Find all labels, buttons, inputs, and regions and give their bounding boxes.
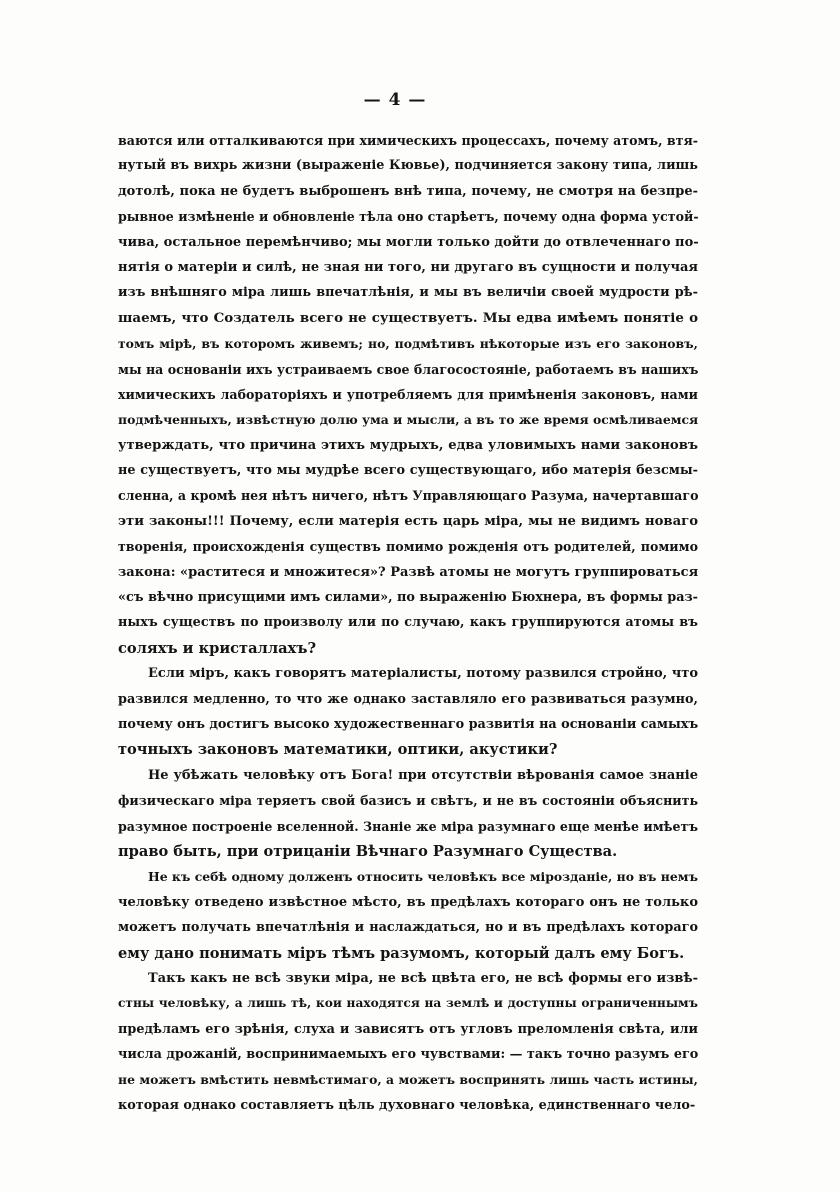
text-line: шаемъ, что Создатель всего не существуетъ. Мы едва имѣемъ понятіе о	[118, 309, 698, 326]
text-line: не можетъ вмѣстить невмѣстимаго, а можетъ воспринять лишь часть истины,	[118, 1072, 698, 1088]
text-line: Не убѣжать человѣку отъ Бога! при отсутствіи вѣрованія самое знаніе	[148, 767, 698, 783]
text-line: Не къ себѣ одному долженъ относить человѣкъ все мірозданіе, но въ немъ	[148, 869, 698, 885]
text-line: мы на основаніи ихъ устраиваемъ свое благосостояніе, работаемъ въ нашихъ	[118, 361, 699, 377]
text-line: числа дрожаній, воспринимаемыхъ его чувствами: — такъ точно разумъ его	[118, 1047, 699, 1063]
text-line: сленна, а кромѣ нея нѣтъ ничего, нѣтъ Управляющаго Разума, начертавшаго	[118, 488, 699, 504]
paragraph	[118, 966, 698, 1118]
text-line: изъ внѣшняго міра лишь впечатлѣнія, и мы въ величіи своей мудрости рѣ-	[118, 285, 698, 301]
paragraph	[118, 128, 698, 661]
text-line: не существуетъ, что мы мудрѣе всего существующаго, ибо матерія безсмы-	[118, 463, 698, 479]
text-line: утверждать, что причина этихъ мудрыхъ, едва уловимыхъ нами законовъ	[118, 437, 698, 453]
text-line: точныхъ законовъ математики, оптики, акустики?	[118, 741, 558, 759]
text-line: рывное измѣненіе и обновленіе тѣла оно старѣетъ, почему одна форма устой-	[118, 209, 699, 225]
text-line: физическаго міра теряетъ свой базисъ и свѣтъ, и не въ состояніи объяснить	[118, 793, 698, 809]
text-line: ныхъ существъ по произволу или по случаю, какъ группируются атомы въ	[118, 615, 698, 631]
text-line: томъ мірѣ, въ которомъ живемъ; но, подмѣтивъ нѣкоторые изъ его законовъ,	[118, 336, 698, 352]
paragraph	[118, 864, 698, 966]
paragraph	[118, 763, 698, 865]
text-line: разумное построеніе вселенной. Знаніе же міра разумнаго еще менѣе имѣетъ	[118, 818, 698, 834]
text-line: чива, остальное перемѣнчиво; мы могли только дойти до отвлеченнаго по-	[118, 234, 699, 250]
text-line: Такъ какъ не всѣ звуки міра, не всѣ цвѣта его, не всѣ формы его извѣ-	[148, 970, 698, 986]
text-line: ему дано понимать міръ тѣмъ разумомъ, который далъ ему Богъ.	[118, 944, 685, 962]
text-line: дотолѣ, пока не будетъ выброшенъ внѣ типа, почему, не смотря на безпре-	[118, 183, 698, 199]
text-line: творенія, происхожденія существъ помимо рожденія отъ родителей, помимо	[118, 539, 698, 555]
paragraph	[118, 661, 698, 763]
body-text	[118, 128, 698, 1118]
text-line: эти законы!!! Почему, если матерія есть царь міра, мы не видимъ новаго	[118, 513, 698, 529]
text-line: Если міръ, какъ говорятъ матеріалисты, потому развился стройно, что	[148, 666, 698, 682]
text-line: нятія о матеріи и силѣ, не зная ни того, ни другаго въ сущности и получая	[118, 259, 698, 275]
text-line: закона: «раститеся и множитеся»? Развѣ атомы не могутъ группироваться	[118, 564, 699, 580]
text-line: подмѣченныхъ, извѣстную долю ума и мысли, а въ то же время осмѣливаемся	[118, 412, 699, 428]
page-number: — 4 —	[363, 90, 427, 110]
text-line: почему онъ достигъ высоко художественнаго развитія на основаніи самыхъ	[118, 716, 699, 732]
text-line: ваются или отталкиваются при химическихъ процессахъ, почему атомъ, втя-	[118, 133, 698, 148]
text-line: «съ вѣчно присущими имъ силами», по выраженію Бюхнера, въ формы раз-	[118, 590, 698, 606]
text-line: стны человѣку, а лишь тѣ, кои находятся на землѣ и доступны ограниченнымъ	[118, 996, 698, 1011]
text-line: можетъ получать впечатлѣнія и наслаждаться, но и въ предѣлахъ котораго	[118, 920, 698, 936]
text-line: химическихъ лабораторіяхъ и употребляемъ для примѣненія законовъ, нами	[118, 386, 698, 402]
text-line: право быть, при отрицаніи Вѣчнаго Разумнаго Существа.	[118, 842, 618, 860]
text-line: предѣламъ его зрѣнія, слуха и зависятъ отъ угловъ преломленія свѣта, или	[118, 1021, 698, 1037]
text-line: развился медленно, то что же однако заставляло его развиваться разумно,	[118, 691, 698, 707]
text-line: человѣку отведено извѣстное мѣсто, въ предѣлахъ котораго онъ не только	[118, 894, 698, 910]
text-line: нутый въ вихрь жизни (выраженіе Кювье), подчиняется закону типа, лишь	[118, 158, 698, 174]
text-line: которая однако составляетъ цѣль духовнаго человѣка, единственнаго чело-	[118, 1097, 696, 1113]
text-line: соляхъ и кристаллахъ?	[118, 639, 317, 657]
